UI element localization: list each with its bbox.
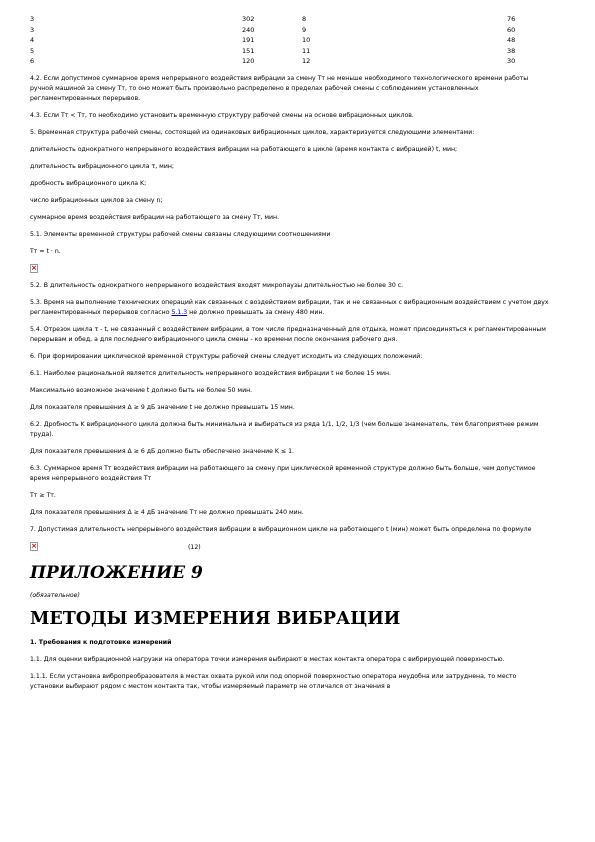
table-cell: 151 <box>242 46 255 55</box>
table-cell: 48 <box>507 36 516 44</box>
broken-image-icon: × <box>31 542 37 550</box>
table-cell: 12 <box>302 57 311 65</box>
table-row <box>30 14 537 25</box>
table-row <box>30 56 537 67</box>
formula-2: Тт ≥ Тт. <box>30 492 56 499</box>
para-6-1-b: Для показателя превышения Δ ≥ 9 дБ значение t не должно превышать 15 мин. <box>30 404 295 411</box>
table-row <box>30 25 537 36</box>
document-page <box>30 14 550 692</box>
para-5-3 <box>30 298 550 318</box>
para-5-2: 5.2. В длительность однократного непрерывного воздействия входят микропаузы длительностью не более 30 с. <box>30 282 404 289</box>
table-cell: 3 <box>30 15 35 23</box>
table-cell: 4 <box>30 36 35 44</box>
para-5-1: 5.1. Элементы временной структуры рабочей смены связаны следующими соотношениями <box>30 230 331 238</box>
table-cell: 76 <box>507 15 516 23</box>
broken-image-icon: × <box>31 263 37 272</box>
formula-12-row <box>30 542 550 553</box>
appendix-title: ПРИЛОЖЕНИЕ 9 <box>30 562 203 583</box>
para-4-3: 4.3. Если Тт < Тт, то необходимо установить временную структуру рабочей смены на основе вибрационных циклов. <box>30 111 414 119</box>
para-5-e: суммарное время воздействия вибрации на работающего за смену Тт, мин. <box>30 213 280 221</box>
table-row <box>30 46 537 57</box>
table-cell: 9 <box>302 25 307 34</box>
para-6-1-a: Максимально возможное значение t должно быть не более 50 мин. <box>30 387 253 394</box>
para-6-3: 6.3. Суммарное время Тт воздействия вибрации на работающего за смену при циклической временной структуре должно быть больше, чем допустимое время непрерывного воздействия Тт <box>30 465 536 482</box>
table-cell: 120 <box>242 57 255 65</box>
table-cell: 6 <box>30 57 35 65</box>
para-5-b: длительность вибрационного цикла τ, мин; <box>30 162 174 170</box>
para-m1-1-1: 1.1.1. Если установка вибропреобразователя в местах охвата рукой или под опорной поверхностью оператора неудобна или затруднена, то место установки выбирают рядом с местом контакта так, чтобы измеряемый параметр не отличался от значения в <box>30 672 517 690</box>
table-cell: 38 <box>507 46 516 55</box>
formula-number: (12) <box>188 543 201 551</box>
table-cell: 8 <box>302 15 307 23</box>
para-m1: 1. Требования к подготовке измерений <box>30 638 172 646</box>
para-m1-1: 1.1. Для оценки вибрационной нагрузки на оператора точки измерения выбирают в местах контакта оператора с вибрирующей поверхностью. <box>30 655 505 663</box>
para-5-3-text-end: не должно превышать за смену 480 мин. <box>187 309 325 316</box>
table-cell: 3 <box>30 25 35 34</box>
table-cell: 60 <box>507 25 516 34</box>
table-cell: 10 <box>302 36 311 44</box>
para-6-2-a: Для показателя превышения Δ ≥ 6 дБ должно быть обеспечено значение K ≤ 1. <box>30 448 294 455</box>
table-cell: 30 <box>507 57 516 65</box>
table-cell: 191 <box>242 36 255 44</box>
vibration-time-table <box>30 14 537 67</box>
table-row <box>30 35 537 46</box>
table-cell: 302 <box>242 15 255 23</box>
link-5-1-3[interactable]: 5.1.3 <box>171 309 188 316</box>
para-5-c: дробность вибрационного цикла K; <box>30 179 147 187</box>
para-6-2: 6.2. Дробность K вибрационного цикла должна быть минимальна и выбираться из ряда 1/1, 1/2, 1/3 (чем больше знаменатель, тем благоприятнее режим труда). <box>30 421 539 438</box>
para-5-4: 5.4. Отрезок цикла τ - t, не связанный с воздействием вибрации, в том числе предназначенный для отдыха, может присоединяться к регламентированным перерывам и обед, а для последнего вибрационного цикла смены - ко времени после окончания рабочего дня. <box>30 326 546 343</box>
table-cell: 240 <box>242 25 255 34</box>
para-7: 7. Допустимая длительность непрерывного воздействия вибрации в вибрационном цикле на работающего t (мин) может быть определена по формуле <box>30 526 532 533</box>
para-5-d: число вибрационных циклов за смену n; <box>30 196 163 204</box>
table-cell: 11 <box>302 46 311 55</box>
para-5-a: длительность однократного непрерывного воздействия вибрации на работающего в цикле (время контакта с вибрацией) t, мин; <box>30 145 458 153</box>
para-6-3-a: Для показателя превышения Δ ≥ 4 дБ значение Тт не должно превышать 240 мин. <box>30 509 304 516</box>
formula-1: Тт = t · n. <box>30 247 61 255</box>
para-6: 6. При формировании циклической временной структуры рабочей смены следует исходить из следующих положений: <box>30 353 423 360</box>
section-title: МЕТОДЫ ИЗМЕРЕНИЯ ВИБРАЦИИ <box>30 608 401 629</box>
para-5: 5. Временная структура рабочей смены, состоящей из одинаковых вибрационных циклов, характеризуется следующими элементами: <box>30 128 475 136</box>
para-4-2: 4.2. Если допустимое суммарное время непрерывного воздействия вибрации за смену Тт не меньше необходимого технологического времени работы ручной машиной за смену Тт, то оно может быть произвольно распределено в пределах рабочей смены с соблюдением установленных регламентированных перерывов. <box>30 74 529 102</box>
para-6-1: 6.1. Наиболее рациональной является длительность непрерывного воздействия вибрации t не более 15 мин. <box>30 370 392 377</box>
appendix-note: (обязательное) <box>30 591 80 599</box>
para-5-3-text: 5.3. Время на выполнение технических операций как связанных с воздействием вибрации, так и не связанных с вибрационным воздействием с учетом двух регламентированных перерывов согласно <box>30 299 549 316</box>
table-cell: 5 <box>30 46 35 55</box>
